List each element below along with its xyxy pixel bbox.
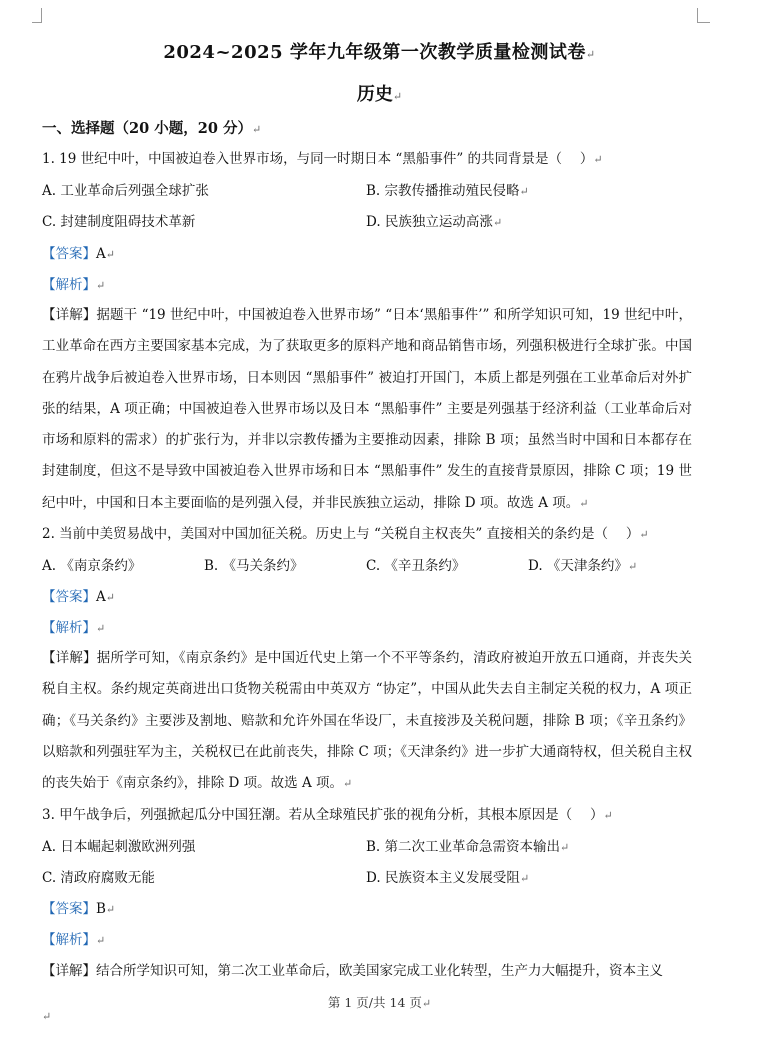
paragraph-mark-icon: ↵ xyxy=(96,934,106,947)
paragraph-mark-icon: ↵ xyxy=(579,496,589,510)
q1-option-a: A. 工业革命后列强全球扩张 xyxy=(42,183,209,199)
crop-mark-top-left xyxy=(32,8,42,23)
crop-mark-top-right xyxy=(697,8,710,23)
q2-detail: 【详解】据所学可知，《南京条约》是中国近代史上第一个不平等条约，清政府被迫开放五口通商，并丧失关税自主权。条约规定英商进出口货物关税需由中英双方 “协定”，中国从此失去自主制定关税的权力，A 项正确；《马关条约》主要涉及割地、赔款和允许外国在华设厂，未直接涉及关税问题，排除 B 项；《辛丑条约》以赔款和列强驻军为主，关税权已在此前丧失，排除 C 项；《天津条约》进一步扩大通商特权，但关税自主权的丧失始于《南京条约》，排除 D 项。故选 A 项。↵ xyxy=(42,650,693,792)
q2-option-c: C. 《辛丑条约》 xyxy=(366,558,466,574)
paragraph-mark-icon: ↵ xyxy=(603,809,613,822)
question-2-stem: 2. 当前中美贸易战中，美国对中国加征关税。历史上与 “关税自主权丧失” 直接相关的条约是（ ）↵ xyxy=(42,526,649,542)
q2-option-b: B. 《马关条约》 xyxy=(204,558,304,574)
q3-option-c: C. 清政府腐败无能 xyxy=(42,870,155,886)
paragraph-mark-icon: ↵ xyxy=(105,591,115,604)
paragraph-mark-icon: ↵ xyxy=(42,1010,52,1023)
exam-title: 2024~2025 学年九年级第一次教学质量检测试卷↵ xyxy=(163,42,596,63)
section-heading: 一、选择题（20 小题，20 分）↵ xyxy=(42,120,262,137)
paragraph-mark-icon: ↵ xyxy=(492,216,503,229)
q3-option-d: D. 民族资本主义发展受阻↵ xyxy=(366,870,530,886)
q3-answer: 【答案】B↵ xyxy=(42,901,116,917)
q1-analysis: 【解析】↵ xyxy=(42,277,106,293)
paragraph-mark-icon: ↵ xyxy=(105,248,115,261)
q2-analysis: 【解析】↵ xyxy=(42,620,106,636)
q2-answer: 【答案】A↵ xyxy=(42,589,115,605)
paragraph-mark-icon: ↵ xyxy=(585,48,596,61)
paragraph-mark-icon: ↵ xyxy=(593,153,603,166)
page-footer: 第 1 页/共 14 页↵ xyxy=(327,995,432,1010)
paragraph-mark-icon: ↵ xyxy=(96,279,106,292)
paragraph-mark-icon: ↵ xyxy=(519,185,529,198)
paragraph-mark-icon: ↵ xyxy=(560,841,570,854)
q1-option-d: D. 民族独立运动高涨↵ xyxy=(366,214,503,230)
q1-option-b: B. 宗教传播推动殖民侵略↵ xyxy=(366,183,529,199)
paragraph-mark-icon: ↵ xyxy=(519,872,530,885)
q2-option-a: A. 《南京条约》 xyxy=(42,558,142,574)
q1-answer: 【答案】A↵ xyxy=(42,246,115,262)
question-3-stem: 3. 甲午战争后，列强掀起瓜分中国狂潮。若从全球殖民扩张的视角分析，其根本原因是（ ）↵ xyxy=(42,807,613,823)
q1-detail: 【详解】据题干 “19 世纪中叶，中国被迫卷入世界市场” “日本‘黑船事件’” 和所学知识可知，19 世纪中叶，工业革命在西方主要国家基本完成，为了获取更多的原料产地和商品销售市场，列强积极进行全球扩张。中国在鸦片战争后被迫卷入世界市场，日本则因 “黑船事件” 被迫打开国门，本质上都是列强在工业革命后对外扩张的结果，A 项正确；中国被迫卷入世界市场以及日本 “黑船事件” 主要是列强基于经济利益（工业革命后对市场和原料的需求）的扩张行为，并非以宗教传播为主要推动因素，排除 B 项；虽然当时中国和日本都存在封建制度，但这不是导致中国被迫卷入世界市场和日本 “黑船事件” 发生的直接背景原因，排除 C 项；19 世纪中叶，中国和日本主要面临的是列强入侵，并非民族独立运动，排除 D 项。故选 A 项。↵ xyxy=(42,307,692,511)
paragraph-mark-icon: ↵ xyxy=(639,528,649,541)
paragraph-mark-icon: ↵ xyxy=(251,123,262,136)
q2-option-d: D. 《天津条约》↵ xyxy=(528,558,638,574)
q3-option-a: A. 日本崛起刺激欧洲列强 xyxy=(42,839,196,855)
q3-analysis: 【解析】↵ xyxy=(42,932,106,948)
paragraph-mark-icon: ↵ xyxy=(627,560,638,573)
question-1-stem: 1. 19 世纪中叶，中国被迫卷入世界市场，与同一时期日本 “黑船事件” 的共同背景是（ ）↵ xyxy=(42,151,603,167)
paragraph-mark-icon: ↵ xyxy=(96,622,106,635)
paragraph-mark-icon: ↵ xyxy=(421,997,432,1010)
paragraph-mark-icon: ↵ xyxy=(105,903,116,916)
q3-option-b: B. 第二次工业革命急需资本输出↵ xyxy=(366,839,570,855)
paragraph-mark-icon: ↵ xyxy=(343,777,353,791)
subject-title: 历史↵ xyxy=(356,84,403,105)
q3-detail: 【详解】结合所学知识可知，第二次工业革命后，欧美国家完成工业化转型，生产力大幅提升，资本主义 xyxy=(42,963,663,979)
q1-option-c: C. 封建制度阻碍技术革新 xyxy=(42,214,196,230)
paragraph-mark-icon: ↵ xyxy=(392,90,403,103)
